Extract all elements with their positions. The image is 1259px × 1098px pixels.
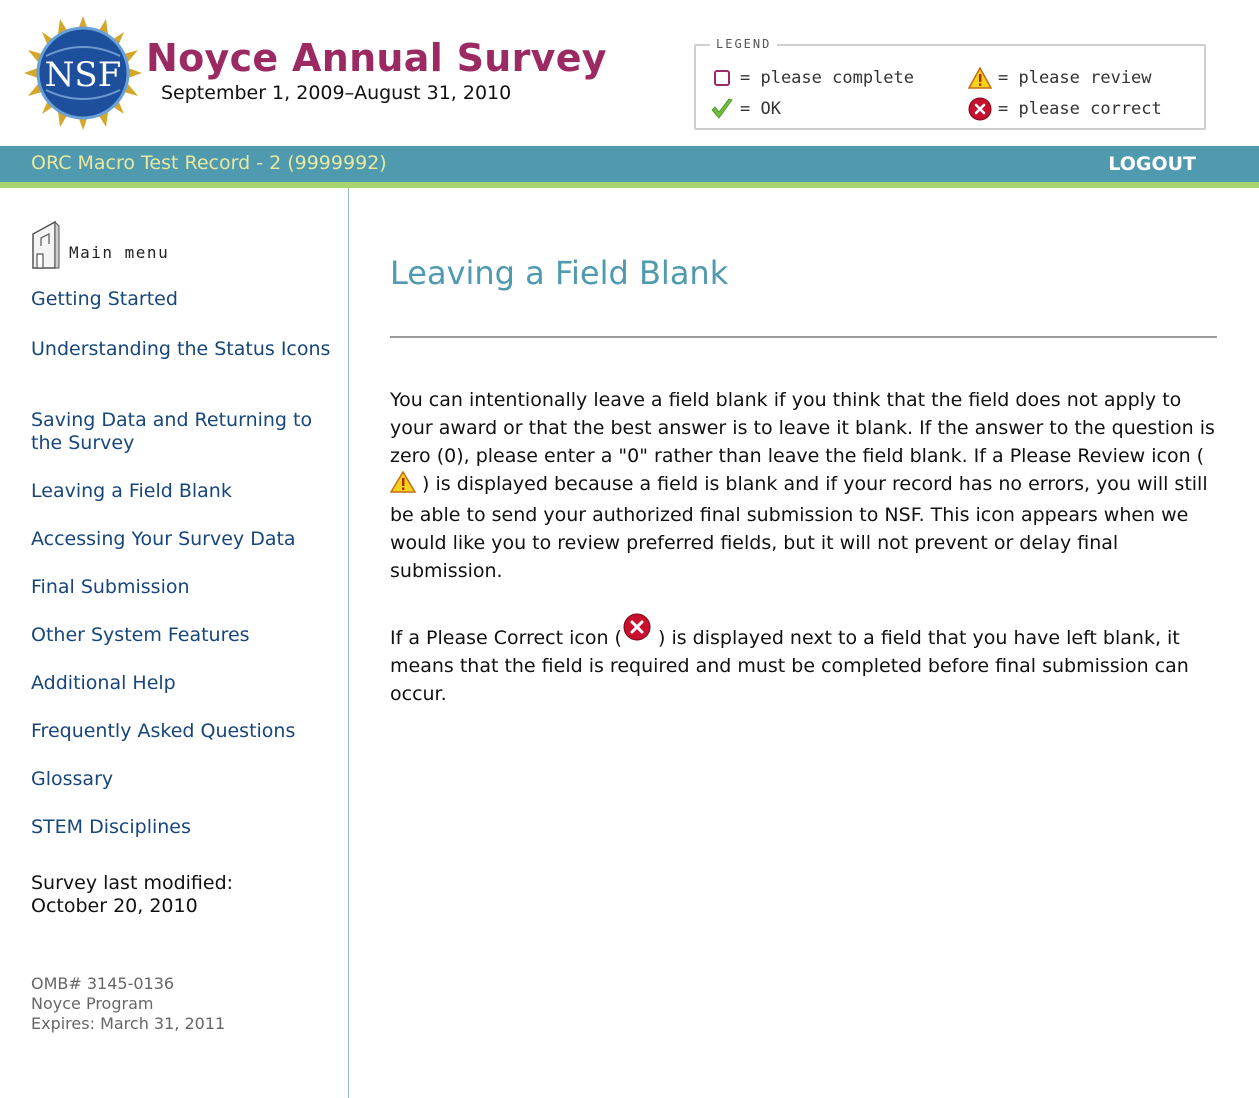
nav-saving-data[interactable]: Saving Data and Returning to the Survey: [31, 409, 313, 454]
program-name: Noyce Program: [31, 994, 154, 1013]
paragraph-correct: If a Please Correct icon ( ) is displayed next to a field that you have left blank, it means that the field is required and must be completed before final submission can occur.: [390, 612, 1218, 708]
warning-icon: [968, 66, 992, 90]
main-menu-label: Main menu: [69, 243, 170, 262]
nav-faq[interactable]: Frequently Asked Questions: [31, 720, 296, 742]
nav-stem-disciplines[interactable]: STEM Disciplines: [31, 816, 191, 838]
legend-please-review: = please review: [968, 66, 1152, 90]
last-modified-label: Survey last modified:: [31, 872, 234, 894]
last-modified: [31, 872, 233, 918]
checkmark-icon: [710, 97, 734, 121]
status-legend: [694, 37, 1206, 130]
nav-leaving-field-blank[interactable]: Leaving a Field Blank: [31, 480, 232, 502]
title-divider: [390, 336, 1217, 338]
omb-info: [31, 974, 225, 1034]
omb-number: OMB# 3145-0136: [31, 974, 175, 993]
paragraph-review: You can intentionally leave a field blank if you think that the field does not apply to your award or that the best answer is to leave it blank. If the answer to the question is zero (0), please enter a "0" rather than leave the field blank. If a Please Review icon ( ) is displayed because a field is blank and if your record has no errors, you will still be able to send your authorized final submission to NSF. This icon appears when we would like you to review preferred fields, but it will not prevent or delay final submission.: [390, 389, 1215, 582]
warning-icon: [390, 471, 416, 501]
survey-period: September 1, 2009–August 31, 2010: [161, 82, 512, 104]
survey-title: Noyce Annual Survey: [146, 36, 607, 80]
legend-ok: = OK: [710, 97, 781, 121]
nav-final-submission[interactable]: Final Submission: [31, 576, 190, 598]
nav-understanding-status-icons[interactable]: Understanding the Status Icons: [31, 338, 331, 360]
nav-getting-started[interactable]: Getting Started: [31, 288, 178, 310]
nav-additional-help[interactable]: Additional Help: [31, 672, 176, 694]
svg-text:NSF: NSF: [44, 55, 122, 95]
nav-glossary[interactable]: Glossary: [31, 768, 114, 790]
error-icon: [622, 612, 652, 650]
empty-checkbox-icon: [710, 66, 734, 90]
nav-other-system-features[interactable]: Other System Features: [31, 624, 250, 646]
page-title: Leaving a Field Blank: [390, 254, 729, 292]
error-icon: [968, 97, 992, 121]
legend-please-complete: = please complete: [710, 66, 914, 90]
legend-title: LEGEND: [710, 37, 777, 51]
home-building-icon: [31, 220, 61, 274]
nsf-logo: [24, 16, 142, 130]
nav-accessing-survey-data[interactable]: Accessing Your Survey Data: [31, 528, 296, 550]
page-header: [0, 0, 1259, 146]
main-menu-link[interactable]: [31, 220, 169, 274]
sidebar: [0, 188, 349, 1098]
expiration-date: Expires: March 31, 2011: [31, 1014, 226, 1033]
legend-please-correct: = please correct: [968, 97, 1162, 121]
record-name: ORC Macro Test Record - 2 (9999992): [31, 152, 387, 174]
logout-button[interactable]: LOGOUT: [1108, 153, 1196, 175]
last-modified-date: October 20, 2010: [31, 895, 198, 917]
